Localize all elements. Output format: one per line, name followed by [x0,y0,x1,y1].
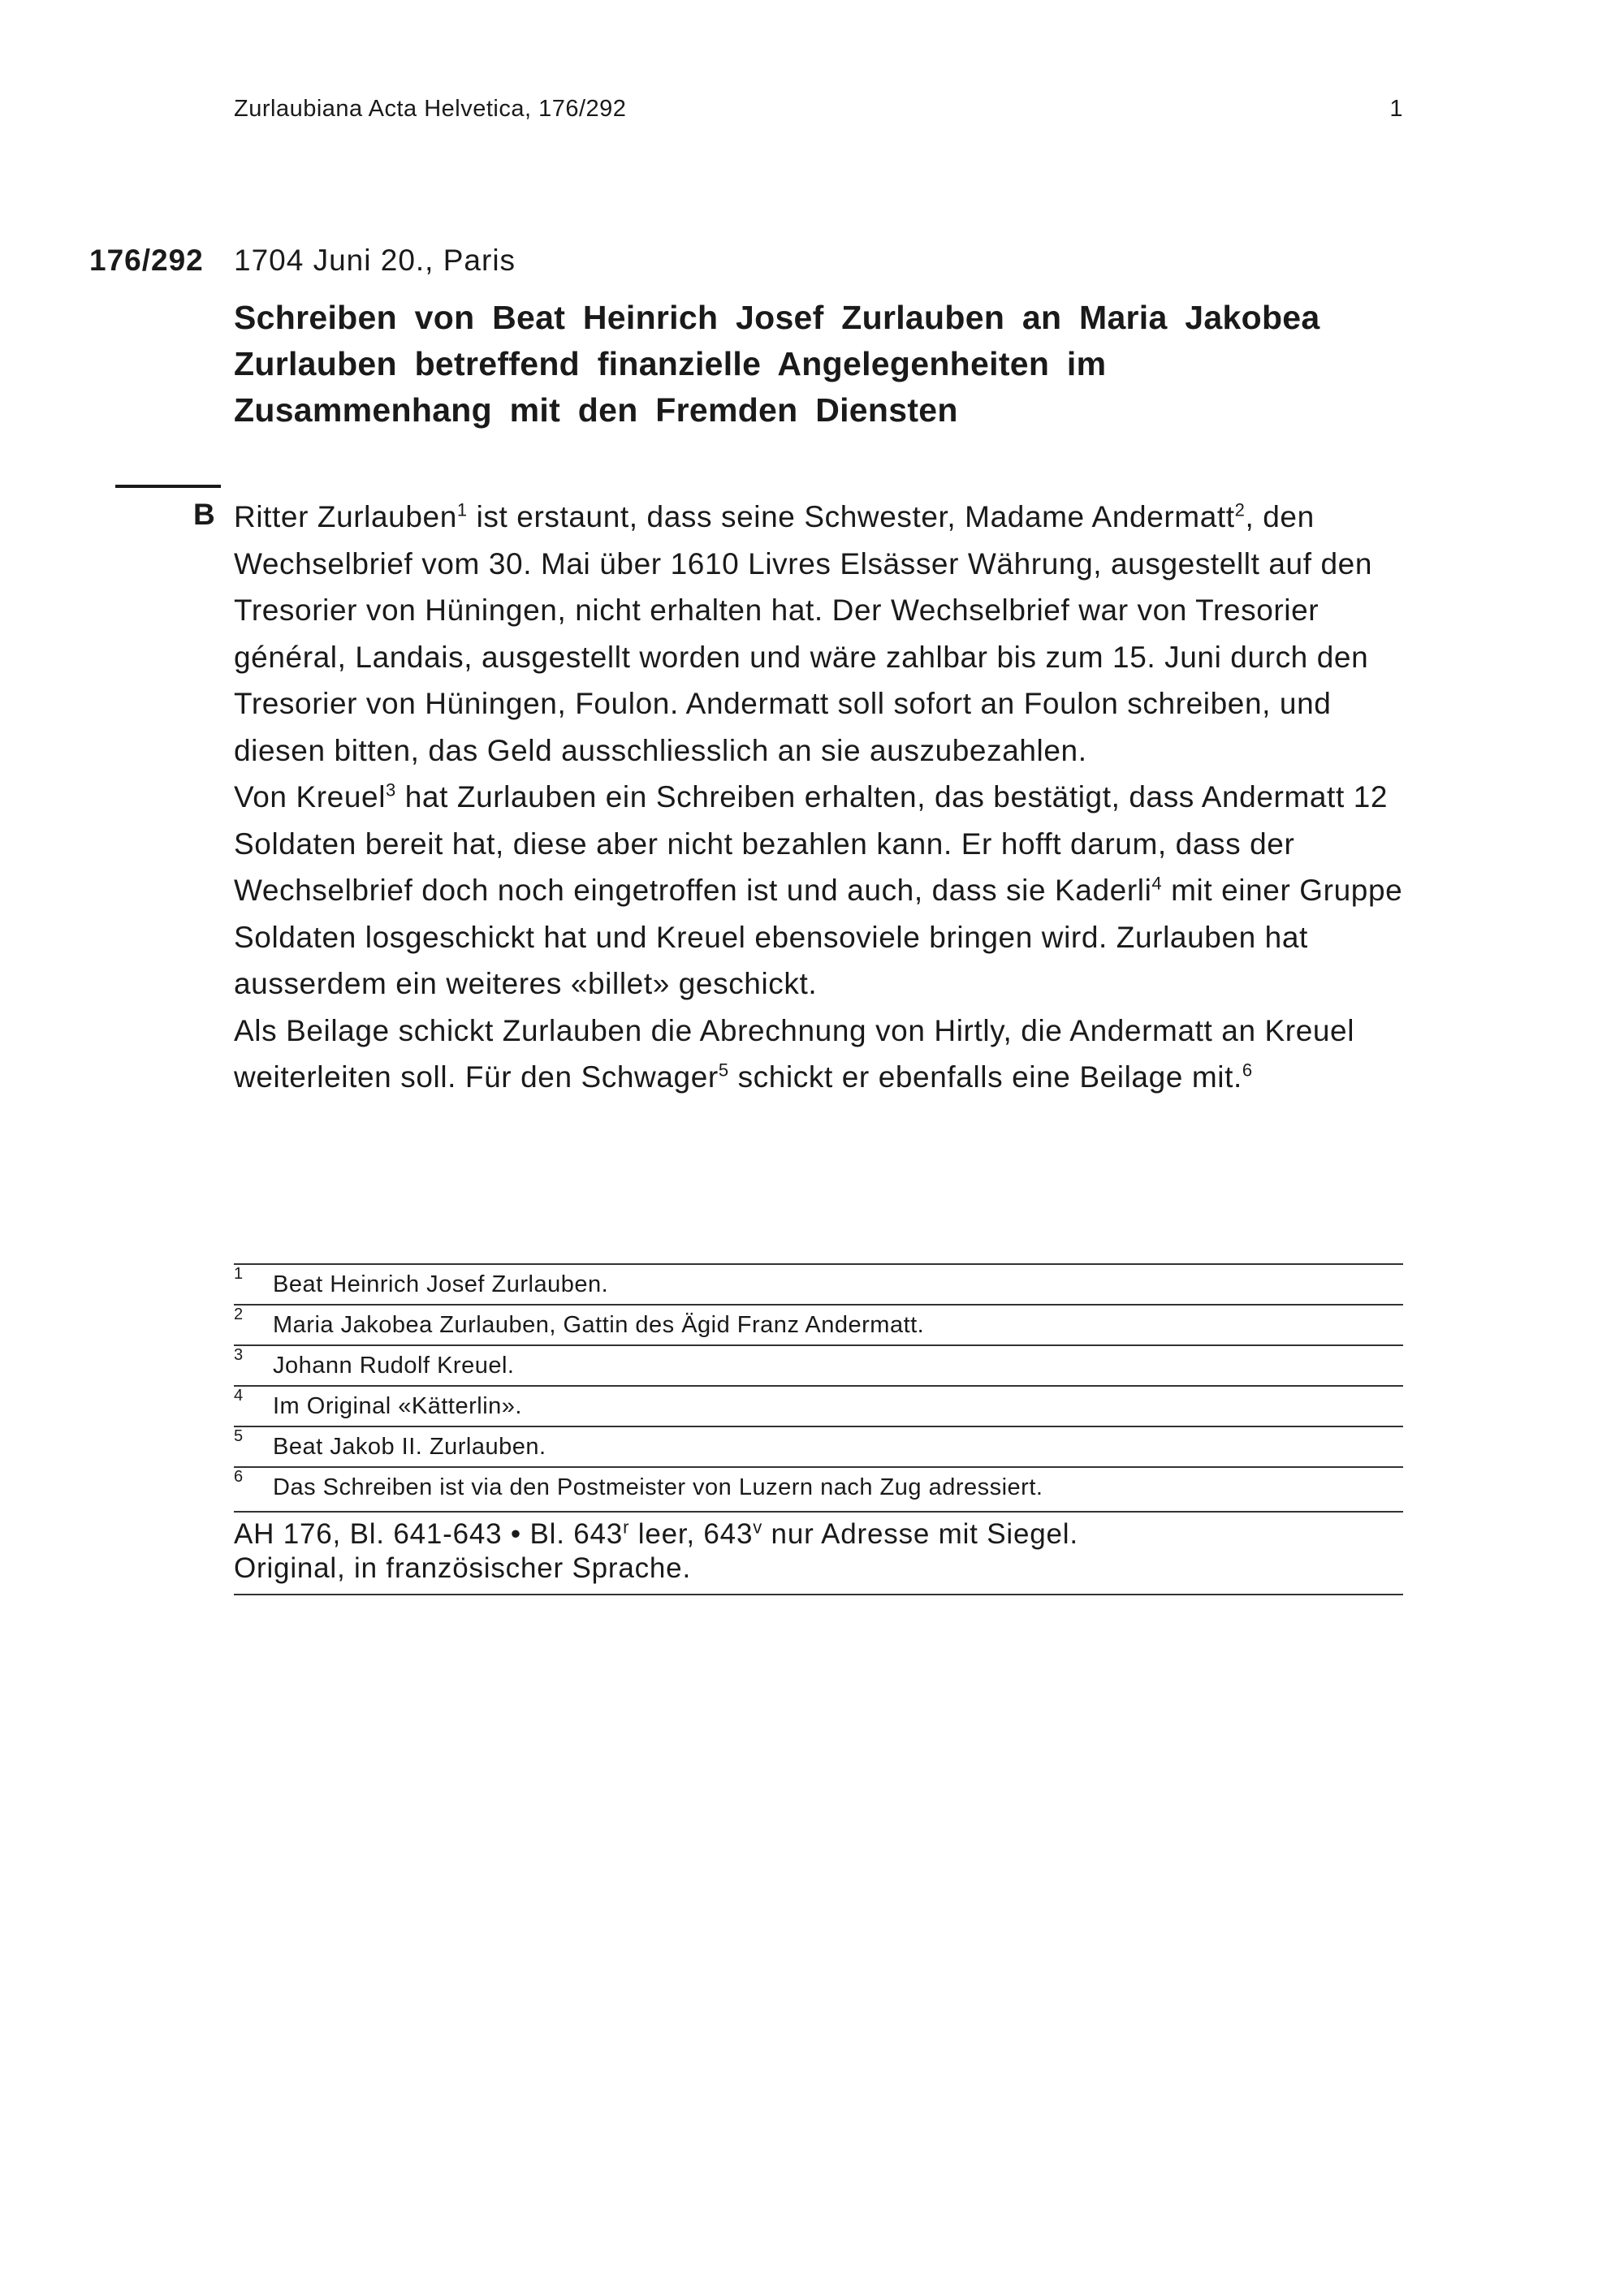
footnote-number: 6 [234,1468,244,1486]
regest-paragraph [234,494,1403,774]
footnote-number: 2 [234,1306,244,1323]
regest-paragraph [234,774,1403,1008]
footnote-text: Maria Jakobea Zurlauben, Gattin des Ägid Franz Andermatt. [273,1312,925,1338]
footnote-text: Im Original «Kätterlin». [273,1393,522,1419]
text-run: AH 176, Bl. 641-643 • Bl. 643 [234,1518,624,1550]
footnote-ref[interactable]: 4 [1151,873,1163,894]
footnote-number: 5 [234,1427,244,1445]
footnote-item [234,1426,1403,1466]
footnote-text: Das Schreiben ist via den Postmeister von Luzern nach Zug adressiert. [273,1474,1043,1500]
text-run: ist erstaunt, dass seine Schwester, Madame Andermatt [467,500,1235,533]
section-marker: B [193,498,215,531]
page-number: 1 [1389,96,1403,122]
text-run: mit einer Gruppe Soldaten losgeschickt hat und Kreuel ebensoviele bringen wird. Zurlauben hat ausserdem ein weiteres «billet» geschickt. [234,874,1403,1000]
footnote-ref[interactable]: 6 [1242,1060,1253,1081]
section-rule [115,485,221,488]
footnote-number: 1 [234,1265,244,1283]
document-title: Schreiben von Beat Heinrich Josef Zurlauben an Maria Jakobea Zurlauben betreffend finanzielle Angelegenheiten im Zusammenhang mit den Fremden Diensten [234,299,1320,429]
text-run: nur Adresse mit Siegel. [762,1518,1078,1550]
document-number: 176/292 [89,244,204,277]
text-run: Ritter Zurlauben [234,500,457,533]
footnote-ref[interactable]: 2 [1234,499,1246,520]
source-block [234,1511,1403,1595]
footnote-item [234,1304,1403,1344]
source-language: Original, in französischer Sprache. [234,1552,691,1584]
text-run: Von Kreuel [234,780,387,814]
footnote-item [234,1344,1403,1385]
regest-paragraph [234,1008,1403,1101]
footnote-text: Beat Jakob II. Zurlauben. [273,1434,546,1460]
footnote-ref[interactable]: 1 [456,499,468,520]
text-run: leer, 643 [629,1518,754,1550]
regest-body [234,494,1403,1101]
text-run: schickt er ebenfalls eine Beilage mit. [728,1060,1242,1094]
footnote-text: Beat Heinrich Josef Zurlauben. [273,1271,609,1297]
footnote-number: 3 [234,1346,244,1364]
footnote-text: Johann Rudolf Kreuel. [273,1353,515,1379]
footnote-ref[interactable]: 3 [386,779,396,801]
text-run: hat Zurlauben ein Schreiben erhalten, das bestätigt, dass Andermatt 12 Soldaten bereit hat, diese aber nicht bezahlen kann. Er hofft darum, dass der Wechselbrief doch noch eingetroffen ist und auch, dass sie Kaderli [234,780,1389,907]
footnote-item [234,1385,1403,1426]
footnote-item [234,1466,1403,1507]
date-place: 1704 Juni 20., Paris [234,244,516,277]
text-run: Als Beilage schickt Zurlauben die Abrechnung von Hirtly, die Andermatt an Kreuel weiterleiten soll. Für den Schwager [234,1013,1355,1094]
footnote-item [234,1263,1403,1304]
running-title: Zurlaubiana Acta Helvetica, 176/292 [234,96,627,122]
running-header [234,96,1403,123]
source-signature [234,1517,1403,1552]
verso-mark: v [753,1517,763,1538]
footnote-ref[interactable]: 5 [718,1060,729,1081]
recto-mark: r [623,1517,630,1538]
text-run: , den Wechselbrief vom 30. Mai über 1610 Livres Elsässer Währung, ausgestellt auf den Tresorier von Hüningen, nicht erhalten hat. Der Wechselbrief war von Tresorier général, Landais, ausgestellt worden und wäre zahlbar bis zum 15. Juni durch den Tresorier von Hüningen, Foulon. Andermatt soll sofort an Foulon schreiben, und diesen bitten, das Geld ausschliesslich an sie auszubezahlen. [234,500,1373,767]
footnote-number: 4 [234,1387,244,1405]
footnote-list [234,1263,1403,1507]
